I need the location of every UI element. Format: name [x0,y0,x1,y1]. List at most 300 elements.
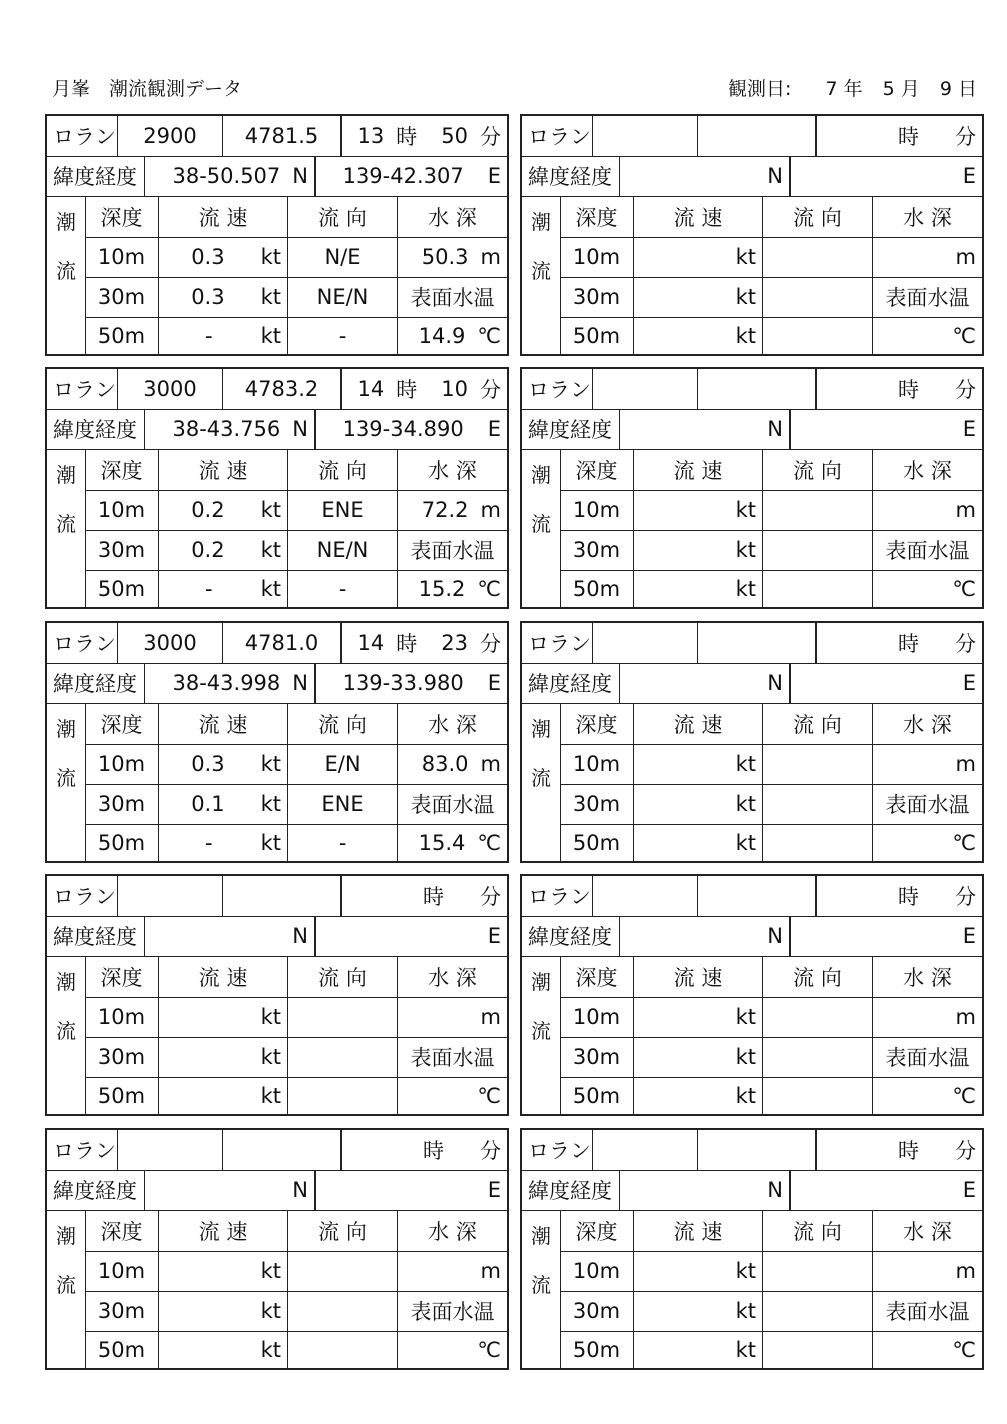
north-label: N [767,164,783,188]
longitude-cell [789,1170,982,1210]
depth-50m-label: 50m [97,1083,146,1108]
depth-30m-label: 30m [97,792,146,816]
depth-50m-row [85,1331,507,1368]
kt-unit: kt [735,1299,756,1323]
kt-unit: kt [260,1005,281,1029]
water-depth-header: 水 深 [397,957,507,997]
hour-unit: 時 [898,378,919,402]
direction-30m-value: ENE [287,784,397,824]
direction-10m-value [287,997,397,1037]
latlon-label: 緯度経度 [53,165,137,189]
loran-row [522,623,982,664]
longitude-cell [789,156,982,196]
celsius-unit: ℃ [952,576,976,601]
loran-value-2 [697,1130,815,1170]
latitude-cell [619,1170,789,1210]
loran-label: ロラン [53,378,116,402]
speed-10m-value: 0.3 [191,752,225,776]
ryu-label: 流 [531,1273,551,1297]
kt-unit: kt [260,285,281,309]
depth-10m-row [560,490,982,531]
date-day-unit: 日 [957,78,977,100]
depth-50m-label: 50m [572,323,621,348]
depth-50m-label: 50m [97,323,146,348]
depth-30m-row [85,1291,507,1332]
direction-header: 流 向 [287,197,397,237]
depth-30m-row [85,784,507,825]
kt-unit: kt [735,1045,756,1069]
speed-header: 流 速 [158,957,287,997]
observation-time [815,623,982,663]
surface-temp-label: 表面水温 [397,530,507,570]
position-row [47,156,507,197]
hour-unit: 時 [898,125,919,149]
surface-temp-label: 表面水温 [872,530,982,570]
longitude-cell [314,1170,507,1210]
celsius-unit: ℃ [477,830,501,855]
east-label: E [487,1178,501,1202]
kt-unit: kt [260,752,281,776]
time-hour: 14 [357,377,385,401]
loran-row [522,369,982,410]
kt-unit: kt [735,1259,756,1283]
water-depth-cell [397,997,507,1037]
depth-30m-row [560,277,982,318]
depth-50m-row [85,570,507,607]
latitude-cell [619,663,789,703]
direction-10m-value [762,744,872,784]
depth-30m-label: 30m [572,538,621,562]
speed-30m-value: 0.3 [191,285,225,309]
speed-50m-cell [633,1077,762,1114]
chou-label: 潮 [531,970,551,994]
speed-30m-value: 0.1 [191,792,225,816]
direction-10m-value: ENE [287,490,397,530]
speed-10m-cell [158,1251,287,1291]
depth-header: 深度 [100,459,143,483]
north-label: N [292,164,308,188]
observation-record-card [520,114,984,356]
chou-label: 潮 [56,1224,76,1248]
meter-unit: m [955,1259,976,1283]
water-depth-header: 水 深 [872,450,982,490]
hour-unit: 時 [396,632,418,656]
observation-record-card [45,114,509,356]
depth-50m-label: 50m [97,830,146,855]
loran-value-2 [697,876,815,916]
meter-unit: m [480,752,501,776]
east-label: E [962,1178,976,1202]
speed-50m-value: - [205,323,213,348]
observation-time [815,1130,982,1170]
column-header-row [560,957,982,998]
kt-unit: kt [735,830,756,855]
speed-10m-cell [633,997,762,1037]
speed-50m-cell [158,1077,287,1114]
longitude-value: 139-34.890 [342,417,464,441]
latitude-value: 38-43.756 [172,417,281,441]
kt-unit: kt [735,538,756,562]
direction-50m-value [762,1331,872,1368]
direction-50m-value [762,824,872,861]
depth-50m-row [560,824,982,861]
meter-unit: m [480,1005,501,1029]
speed-10m-cell [633,237,762,277]
celsius-unit: ℃ [477,576,501,601]
latitude-value: 38-50.507 [172,164,281,188]
speed-30m-cell [158,530,287,570]
observation-record-card [45,367,509,609]
loran-label: ロラン [528,1139,591,1163]
speed-50m-cell [633,824,762,861]
depth-10m-label: 10m [572,498,621,522]
water-depth-header: 水 深 [397,1211,507,1251]
east-label: E [962,924,976,948]
loran-value-2 [697,623,815,663]
meter-unit: m [480,245,501,269]
position-row [522,916,982,957]
water-depth-cell [872,1251,982,1291]
depth-50m-row [85,317,507,354]
tide-current-label [522,704,560,861]
kt-unit: kt [735,576,756,601]
tide-current-label [47,197,85,354]
surface-temp-label: 表面水温 [397,1291,507,1331]
loran-value-1 [592,623,697,663]
water-depth-value: 50.3 [421,245,469,269]
date-day: 9 [939,78,952,100]
depth-10m-label: 10m [97,752,146,776]
water-depth-cell [872,237,982,277]
speed-50m-value: - [205,576,213,601]
minute-unit: 分 [955,632,976,656]
latlon-label: 緯度経度 [528,1179,612,1203]
latlon-label: 緯度経度 [53,672,137,696]
depth-30m-label: 30m [97,285,146,309]
kt-unit: kt [260,1299,281,1323]
direction-header: 流 向 [762,1211,872,1251]
longitude-cell [314,156,507,196]
loran-row [47,876,507,917]
observation-date [728,74,977,101]
direction-10m-value [762,490,872,530]
surface-temp-label: 表面水温 [397,1037,507,1077]
latlon-label: 緯度経度 [53,925,137,949]
speed-30m-cell [158,1037,287,1077]
direction-header: 流 向 [287,450,397,490]
water-depth-cell [397,1251,507,1291]
speed-50m-cell [158,824,287,861]
loran-label: ロラン [53,1139,116,1163]
surface-temp-value: 14.9 [418,323,466,348]
loran-row [47,623,507,664]
surface-temp-cell [397,824,507,861]
tide-current-label [47,957,85,1114]
latitude-value: 38-43.998 [172,671,281,695]
meter-unit: m [955,498,976,522]
longitude-value: 139-42.307 [342,164,464,188]
direction-10m-value [762,997,872,1037]
direction-30m-value [762,784,872,824]
depth-10m-label: 10m [572,752,621,776]
depth-10m-label: 10m [97,498,146,522]
depth-header: 深度 [575,713,618,737]
depth-50m-label: 50m [572,1337,621,1362]
observation-time [340,623,507,663]
east-label: E [487,164,501,188]
kt-unit: kt [260,576,281,601]
kt-unit: kt [260,792,281,816]
direction-header: 流 向 [287,1211,397,1251]
speed-50m-cell [158,317,287,354]
depth-header: 深度 [100,1220,143,1244]
column-header-row [560,704,982,745]
depth-30m-label: 30m [97,1299,146,1323]
direction-30m-value: NE/N [287,530,397,570]
water-depth-header: 水 深 [872,197,982,237]
observation-record-card [520,1128,984,1370]
surface-temp-label: 表面水温 [397,784,507,824]
north-label: N [292,924,308,948]
water-depth-header: 水 深 [872,957,982,997]
direction-header: 流 向 [762,197,872,237]
celsius-unit: ℃ [952,1083,976,1108]
observation-record-card [45,1128,509,1370]
minute-unit: 分 [480,378,501,402]
direction-header: 流 向 [287,957,397,997]
surface-temp-label: 表面水温 [872,1291,982,1331]
direction-50m-value [287,1331,397,1368]
depth-10m-row [85,1251,507,1292]
ryu-label: 流 [56,766,76,790]
depth-header: 深度 [575,459,618,483]
kt-unit: kt [735,245,756,269]
kt-unit: kt [260,1083,281,1108]
chou-label: 潮 [531,1224,551,1248]
direction-30m-value [287,1037,397,1077]
depth-30m-label: 30m [572,285,621,309]
loran-value-2 [222,876,340,916]
observation-time [340,876,507,916]
speed-10m-cell [158,997,287,1037]
direction-30m-value: NE/N [287,277,397,317]
direction-50m-value: - [287,570,397,607]
surface-temp-label: 表面水温 [872,277,982,317]
depth-header: 深度 [100,713,143,737]
hour-unit: 時 [423,1139,444,1163]
minute-unit: 分 [480,1139,501,1163]
depth-30m-row [85,1037,507,1078]
longitude-value: 139-33.980 [342,671,464,695]
date-year: 7 [825,78,838,100]
depth-10m-label: 10m [572,1259,621,1283]
latlon-label: 緯度経度 [528,418,612,442]
speed-50m-cell [633,1331,762,1368]
loran-value-1: 3000 [117,369,222,409]
kt-unit: kt [260,1337,281,1362]
celsius-unit: ℃ [952,1337,976,1362]
observation-record-card [45,621,509,863]
surface-temp-cell [872,1077,982,1114]
depth-50m-row [85,1077,507,1114]
observation-time [340,116,507,156]
latlon-label: 緯度経度 [53,1179,137,1203]
loran-label: ロラン [528,378,591,402]
depth-10m-row [85,744,507,785]
column-header-row [560,1211,982,1252]
speed-10m-value: 0.2 [191,498,225,522]
east-label: E [962,417,976,441]
speed-header: 流 速 [633,957,762,997]
depth-10m-label: 10m [97,1259,146,1283]
position-row [47,916,507,957]
water-depth-value: 72.2 [421,498,469,522]
loran-label: ロラン [53,125,116,149]
meter-unit: m [955,752,976,776]
kt-unit: kt [735,792,756,816]
position-row [522,156,982,197]
column-header-row [85,957,507,998]
direction-30m-value [287,1291,397,1331]
loran-row [522,876,982,917]
hour-unit: 時 [396,378,418,402]
observation-record-card [45,874,509,1116]
north-label: N [292,671,308,695]
ryu-label: 流 [531,766,551,790]
column-header-row [85,450,507,491]
loran-value-1 [117,1130,222,1170]
loran-row [47,369,507,410]
hour-unit: 時 [396,125,418,149]
tide-current-label [47,450,85,607]
speed-10m-value: 0.3 [191,245,225,269]
meter-unit: m [955,245,976,269]
position-row [47,409,507,450]
water-depth-header: 水 深 [397,197,507,237]
depth-50m-label: 50m [97,576,146,601]
direction-10m-value [762,237,872,277]
latlon-label: 緯度経度 [528,672,612,696]
observation-record-card [520,621,984,863]
speed-header: 流 速 [633,704,762,744]
north-label: N [767,671,783,695]
loran-value-2 [222,1130,340,1170]
speed-10m-cell [158,490,287,530]
depth-30m-label: 30m [572,1045,621,1069]
loran-row [522,116,982,157]
longitude-cell [789,409,982,449]
speed-30m-cell [633,1037,762,1077]
speed-header: 流 速 [158,1211,287,1251]
depth-50m-row [560,1077,982,1114]
north-label: N [767,1178,783,1202]
surface-temp-cell [872,824,982,861]
column-header-row [560,197,982,238]
surface-temp-value: 15.4 [418,830,466,855]
depth-50m-row [85,824,507,861]
speed-30m-value: 0.2 [191,538,225,562]
time-hour: 14 [357,631,385,655]
ryu-label: 流 [531,512,551,536]
longitude-cell [314,663,507,703]
water-depth-value: 83.0 [421,752,469,776]
speed-50m-cell [158,570,287,607]
speed-header: 流 速 [633,1211,762,1251]
speed-30m-cell [633,784,762,824]
north-label: N [767,924,783,948]
depth-50m-row [560,570,982,607]
latitude-cell [144,916,314,956]
surface-temp-label: 表面水温 [397,277,507,317]
direction-10m-value: E/N [287,744,397,784]
surface-temp-label: 表面水温 [872,1037,982,1077]
depth-10m-row [560,1251,982,1292]
loran-label: ロラン [53,632,116,656]
direction-10m-value [762,1251,872,1291]
meter-unit: m [480,498,501,522]
longitude-cell [314,409,507,449]
kt-unit: kt [260,538,281,562]
surface-temp-cell [872,570,982,607]
depth-10m-label: 10m [97,245,146,269]
position-row [522,1170,982,1211]
kt-unit: kt [735,1083,756,1108]
ryu-label: 流 [56,1273,76,1297]
depth-50m-row [560,1331,982,1368]
position-row [47,663,507,704]
loran-value-1 [592,1130,697,1170]
surface-temp-cell [872,1331,982,1368]
chou-label: 潮 [56,463,76,487]
water-depth-cell [397,237,507,277]
direction-50m-value [762,570,872,607]
ryu-label: 流 [56,1019,76,1043]
tide-current-label [47,704,85,861]
surface-temp-value: 15.2 [418,576,466,601]
depth-30m-label: 30m [97,538,146,562]
direction-header: 流 向 [762,957,872,997]
depth-10m-row [85,997,507,1038]
north-label: N [767,417,783,441]
surface-temp-cell [397,1077,507,1114]
latlon-label: 緯度経度 [528,165,612,189]
loran-label: ロラン [528,885,591,909]
loran-value-1 [592,116,697,156]
minute-unit: 分 [480,632,501,656]
date-label: 観測日: [727,78,792,100]
position-row [522,663,982,704]
speed-50m-cell [633,570,762,607]
document-title: 月峯 潮流観測データ [52,78,243,100]
hour-unit: 時 [898,632,919,656]
speed-header: 流 速 [158,450,287,490]
kt-unit: kt [735,1005,756,1029]
direction-10m-value [287,1251,397,1291]
north-label: N [292,1178,308,1202]
latitude-cell [619,409,789,449]
depth-10m-row [560,997,982,1038]
east-label: E [487,924,501,948]
loran-value-2: 4781.0 [222,623,340,663]
speed-header: 流 速 [158,704,287,744]
loran-value-2 [697,369,815,409]
kt-unit: kt [735,285,756,309]
loran-value-1: 2900 [117,116,222,156]
chou-label: 潮 [56,717,76,741]
loran-label: ロラン [528,125,591,149]
celsius-unit: ℃ [477,323,501,348]
column-header-row [560,450,982,491]
